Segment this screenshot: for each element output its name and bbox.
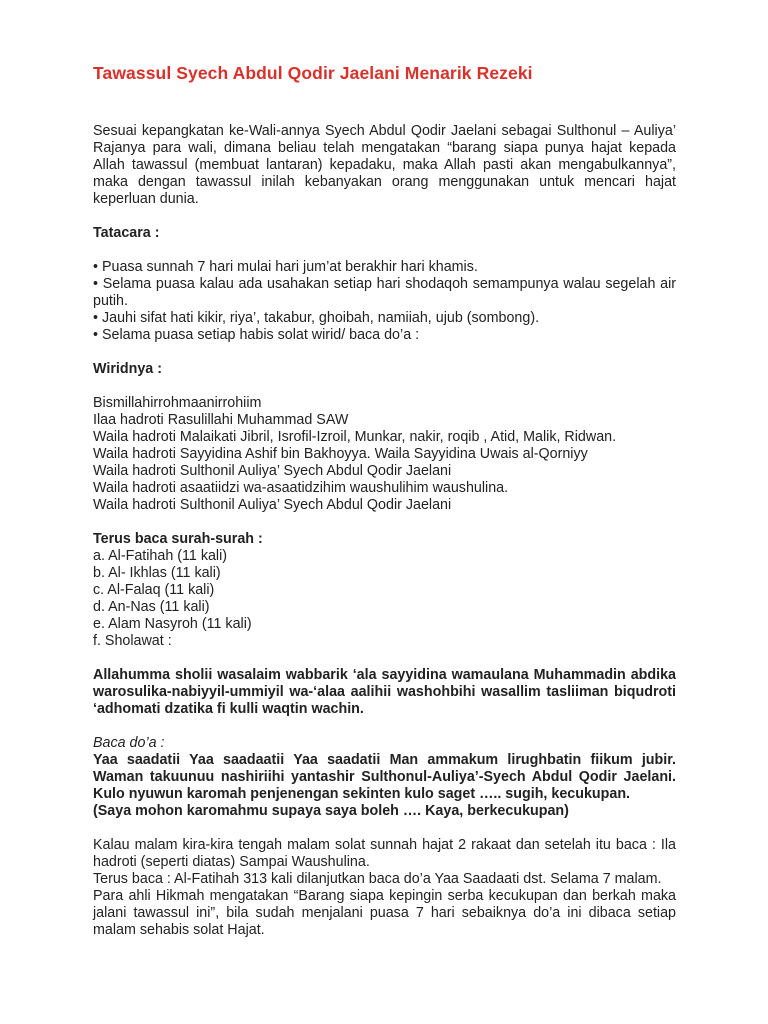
surah-line: b. Al- Ikhlas (11 kali) [93,565,221,581]
wirid-line: Waila hadroti asaatiidzi wa-asaatidzihim waushulihim waushulina. [93,480,509,496]
surah-line: f. Sholawat : [93,633,172,649]
surah-line: c. Al-Falaq (11 kali) [93,582,215,598]
intro-paragraph: Sesuai kepangkatan ke-Wali-annya Syech Abdul Qodir Jaelani sebagai Sulthonul – Auliya’ Rajanya para wali, dimana beliau telah mengatakan “barang siapa punya hajat kepada Allah tawassul (membuat lantaran) kepadaku, maka Allah pasti akan mengabulkannya”, maka dengan tawassul inilah kebanyakan orang menggunakan untuk mencari hajat keperluan dunia. [93,123,676,207]
tatacara-heading: Tatacara : [93,225,160,241]
doa-label: Baca do’a : [93,735,165,751]
wirid-heading: Wiridnya : [93,361,162,377]
sholawat-paragraph: Allahumma sholii wasalaim wabbarik ‘ala sayyidina wamaulana Muhammadin abdika warosulika-nabiyyil-ummiyil wa-‘alaa aalihii washohbihi wasallim tasliiman biqudroti ‘adhomati dzatika fi kulli waqtin wachin. [93,667,676,717]
list-item: • Selama puasa setiap habis solat wirid/ baca do’a : [93,327,676,344]
wirid-line: Ilaa hadroti Rasulillahi Muhammad SAW [93,412,349,428]
surah-line: e. Alam Nasyroh (11 kali) [93,616,252,632]
surah-heading: Terus baca surah-surah : [93,531,263,547]
tatacara-list [93,259,676,344]
doa-text: Yaa saadatii Yaa saadaatii Yaa saadatii Man ammakum lirughbatin fiikum jubir. Waman takuunuu nashiriihi yantashir Sulthonul-Auliya’-Syech Abdul Qodir Jaelani. Kulo nyuwun karomah penjenengan sekinten kulo saget ….. sugih, kecukupan. [93,752,676,802]
wirid-line: Waila hadroti Sulthonil Auliya’ Syech Abdul Qodir Jaelani [93,463,452,479]
wirid-line: Bismillahirrohmaanirrohiim [93,395,262,411]
surah-line: d. An-Nas (11 kali) [93,599,210,615]
list-item: • Selama puasa kalau ada usahakan setiap hari shodaqoh semampunya walau segelah air putih. [93,276,676,310]
wirid-lines [93,395,676,514]
list-item: • Puasa sunnah 7 hari mulai hari jum’at berakhir hari khamis. [93,259,676,276]
list-item: • Jauhi sifat hati kikir, riya’, takabur, ghoibah, namiiah, ujub (sombong). [93,310,676,327]
wirid-line: Waila hadroti Sulthonil Auliya’ Syech Abdul Qodir Jaelani [93,497,452,513]
closing-paragraph-2: Terus baca : Al-Fatihah 313 kali dilanjutkan baca do’a Yaa Saadaati dst. Selama 7 malam. [93,871,662,887]
closing-paragraph-3: Para ahli Hikmah mengatakan “Barang siapa kepingin serba kecukupan dan berkah maka jalani tawassul ini”, bila sudah menjalani puasa 7 hari sebaiknya do’a ini dibaca setiap malam sehabis solat Hajat. [93,888,676,938]
wirid-line: Waila hadroti Sayyidina Ashif bin Bakhoyya. Waila Sayyidina Uwais al-Qorniyy [93,446,588,462]
closing-paragraph-1: Kalau malam kira-kira tengah malam solat sunnah hajat 2 rakaat dan setelah itu baca : Ila hadroti (seperti diatas) Sampai Waushulina. [93,837,676,870]
document-title: Tawassul Syech Abdul Qodir Jaelani Menarik Rezeki [93,63,533,83]
surah-line: a. Al-Fatihah (11 kali) [93,548,228,564]
doa-translation: (Saya mohon karomahmu supaya saya boleh …. Kaya, berkecukupan) [93,803,569,819]
surah-list [93,548,676,650]
wirid-line: Waila hadroti Malaikati Jibril, Isrofil-Izroil, Munkar, nakir, roqib , Atid, Malik, Ridwan. [93,429,617,445]
